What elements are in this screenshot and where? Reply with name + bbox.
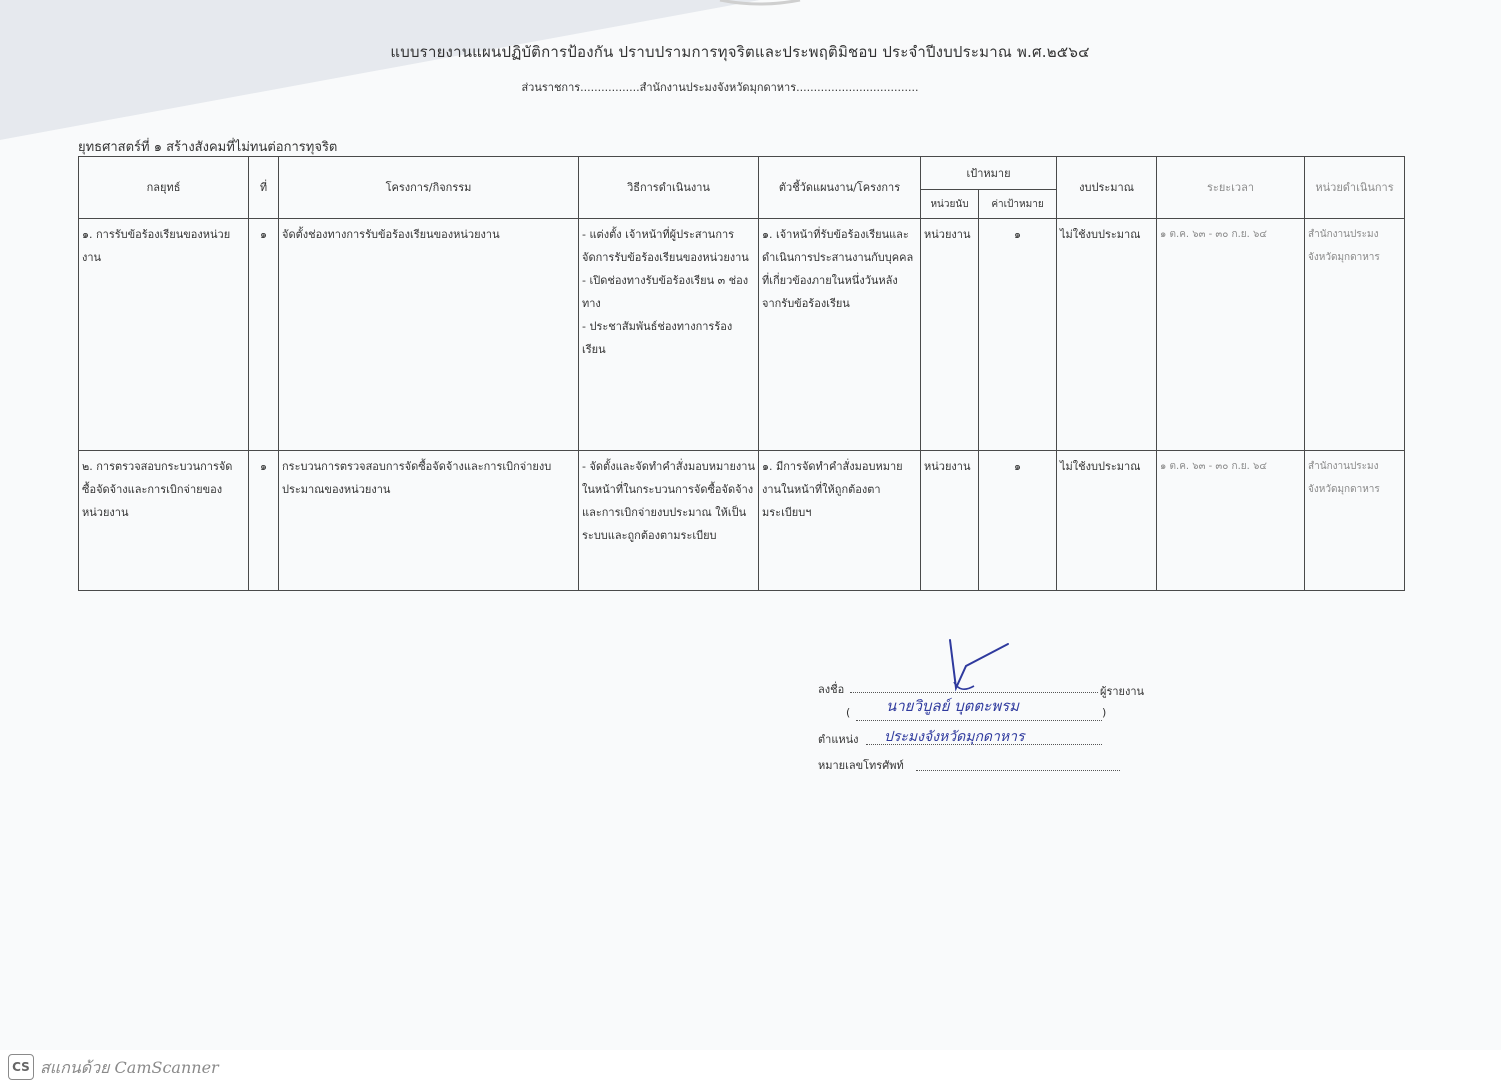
cell-target-value: ๑: [979, 451, 1057, 591]
cell-method: [579, 219, 759, 451]
camscanner-logo-icon: CS: [8, 1054, 34, 1080]
camscanner-watermark: สแกนด้วย CamScanner: [40, 1058, 219, 1077]
signatory-position: ประมงจังหวัดมุกดาหาร: [884, 729, 1025, 745]
cell-target-unit: หน่วยงาน: [921, 451, 979, 591]
strategy-heading: ยุทธศาสตร์ที่ ๑ สร้างสังคมที่ไม่ทนต่อการทุจริต: [78, 140, 338, 155]
document-subtitle: ส่วนราชการ.................สำนักงานประมงจังหวัดมุกดาหาร...................................: [521, 81, 919, 94]
cell-indicator: ๑. มีการจัดทำคำสั่งมอบหมายงานในหน้าที่ให้ถูกต้องตามระเบียบฯ: [759, 451, 921, 591]
header-target-value: ค่าเป้าหมาย: [979, 190, 1057, 219]
header-period: ระยะเวลา: [1157, 157, 1305, 219]
phone-label: หมายเลขโทรศัพท์: [818, 759, 904, 772]
position-label: ตำแหน่ง: [818, 733, 859, 746]
phone-line: [916, 756, 1120, 771]
method-item: - จัดตั้งและจัดทำคำสั่งมอบหมายงานในหน้าที่ในกระบวนการจัดซื้อจัดจ้างและการเบิกจ่ายงบประมาณ ให้เป็นระบบและถูกต้องตามระเบียบ: [582, 460, 755, 542]
table-row: [79, 219, 1405, 451]
cell-strategy: ๑. การรับข้อร้องเรียนของหน่วยงาน: [79, 219, 249, 451]
action-plan-table: [78, 156, 1405, 591]
cell-period: ๑ ต.ค. ๖๓ - ๓๐ ก.ย. ๖๔: [1157, 219, 1305, 451]
reporter-label: ผู้รายงาน: [1100, 685, 1145, 698]
header-budget: งบประมาณ: [1057, 157, 1157, 219]
cell-period: ๑ ต.ค. ๖๓ - ๓๐ ก.ย. ๖๔: [1157, 451, 1305, 591]
name-open-paren: (: [846, 706, 851, 719]
method-item: - แต่งตั้ง เจ้าหน้าที่ผู้ประสานการจัดการรับข้อร้องเรียนของหน่วยงาน: [582, 228, 749, 264]
cell-budget: ไม่ใช้งบประมาณ: [1057, 451, 1157, 591]
method-item: - เปิดช่องทางรับข้อร้องเรียน ๓ ช่องทาง: [582, 274, 749, 310]
cell-project: จัดตั้งช่องทางการรับข้อร้องเรียนของหน่วยงาน: [279, 219, 579, 451]
header-indicator: ตัวชี้วัดแผนงาน/โครงการ: [759, 157, 921, 219]
scanner-footer: [0, 1050, 1501, 1090]
name-close-paren: ): [1102, 706, 1107, 719]
sign-label: ลงชื่อ: [818, 683, 845, 696]
method-item: - ประชาสัมพันธ์ช่องทางการร้องเรียน: [582, 320, 733, 356]
header-no: ที่: [249, 157, 279, 219]
cell-no: ๑: [249, 451, 279, 591]
cell-indicator: ๑. เจ้าหน้าที่รับข้อร้องเรียนและดำเนินการประสานงานกับบุคคลที่เกี่ยวข้องภายในหนึ่งวันหลังจากรับข้อร้องเรียน: [759, 219, 921, 451]
table-row: [79, 451, 1405, 591]
table-header-row: [79, 157, 1405, 190]
header-method: วิธีการดำเนินงาน: [579, 157, 759, 219]
cell-project: กระบวนการตรวจสอบการจัดซื้อจัดจ้างและการเบิกจ่ายงบประมาณของหน่วยงาน: [279, 451, 579, 591]
header-target: เป้าหมาย: [921, 157, 1057, 190]
cell-target-value: ๑: [979, 219, 1057, 451]
cell-agency: สำนักงานประมงจังหวัดมุกดาหาร: [1305, 219, 1405, 451]
cell-no: ๑: [249, 219, 279, 451]
header-strategy: กลยุทธ์: [79, 157, 249, 219]
header-project: โครงการ/กิจกรรม: [279, 157, 579, 219]
cell-strategy: ๒. การตรวจสอบกระบวนการจัดซื้อจัดจ้างและการเบิกจ่ายของหน่วยงาน: [79, 451, 249, 591]
cell-method: [579, 451, 759, 591]
cell-target-unit: หน่วยงาน: [921, 219, 979, 451]
header-target-unit: หน่วยนับ: [921, 190, 979, 219]
cell-budget: ไม่ใช้งบประมาณ: [1057, 219, 1157, 451]
cell-agency: สำนักงานประมงจังหวัดมุกดาหาร: [1305, 451, 1405, 591]
document-title: แบบรายงานแผนปฏิบัติการป้องกัน ปราบปรามการทุจริตและประพฤติมิชอบ ประจำปีงบประมาณ พ.ศ.๒๕๖๔: [390, 43, 1090, 61]
signatory-name: นายวิบูลย์ บุตตะพรม: [886, 697, 1020, 715]
header-agency: หน่วยดำเนินการ: [1305, 157, 1405, 219]
